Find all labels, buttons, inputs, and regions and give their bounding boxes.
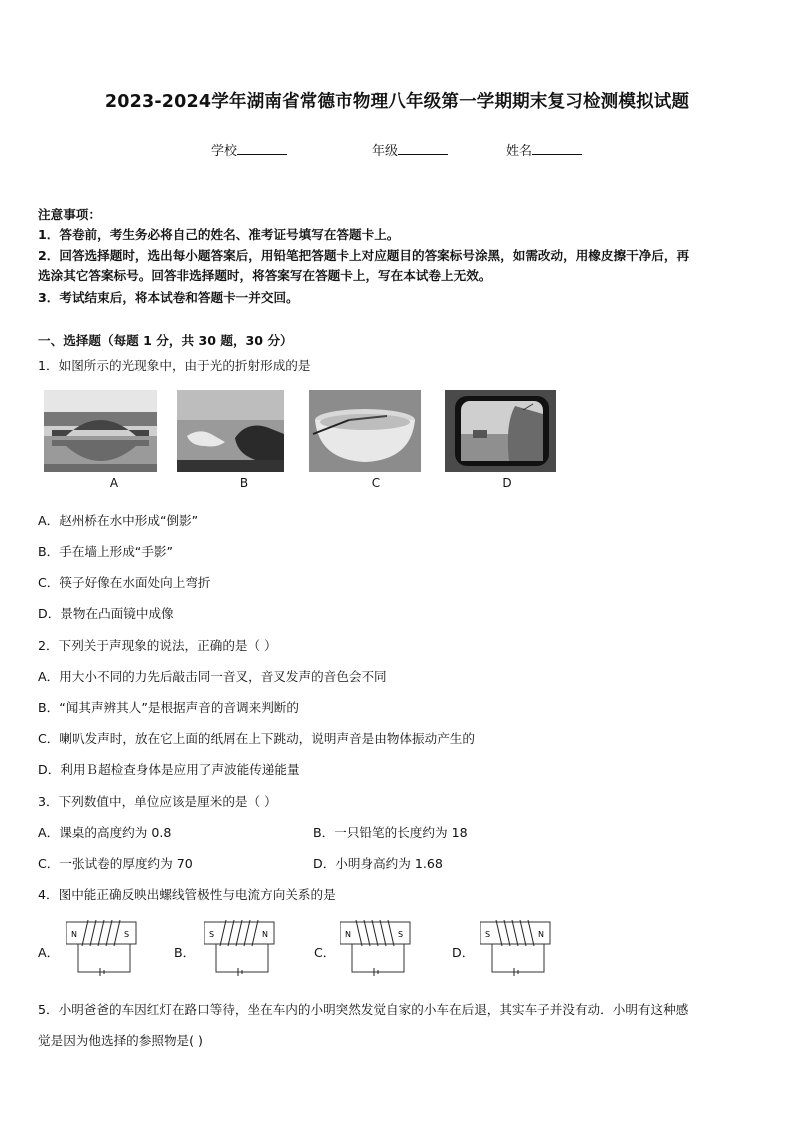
name-blank	[532, 141, 582, 155]
option-d[interactable]: D．景物在凸面镜中成像	[38, 606, 174, 621]
option-b[interactable]: B．“闻其声辨其人”是根据声音的音调来判断的	[38, 700, 299, 715]
solenoid-diagram-c	[340, 918, 412, 982]
pole-left: N	[345, 930, 351, 939]
school-blank	[237, 141, 287, 155]
notice-item: 选涂其它答案标号。回答非选择题时，将答案写在答题卡上，写在本试卷上无效。	[38, 268, 492, 283]
option-a[interactable]: A．赵州桥在水中形成“倒影”	[38, 513, 199, 528]
name-label: 姓名	[506, 144, 533, 159]
bridge-reflection-photo	[44, 390, 157, 472]
option-b[interactable]: B．	[174, 945, 196, 960]
name-field[interactable]	[506, 140, 582, 159]
notice-item: 2．回答选择题时，选出每小题答案后，用铅笔把答题卡上对应题目的答案标号涂黑，如需改动，用橡皮擦干净后，再	[38, 248, 690, 263]
photo-caption: A	[109, 476, 119, 490]
photo-caption: B	[239, 476, 249, 490]
solenoid-diagram-a	[66, 918, 138, 982]
pole-right: S	[124, 930, 130, 939]
school-field[interactable]	[211, 140, 287, 159]
option-c[interactable]: C．筷子好像在水面处向上弯折	[38, 575, 211, 590]
question-3-stem: 3．下列数值中，单位应该是厘米的是（ ）	[38, 794, 277, 809]
question-5-stem-line-2: 觉是因为他选择的参照物是( )	[38, 1033, 203, 1048]
option-a[interactable]: A．用大小不同的力先后敲击同一音叉，音叉发声的音色会不同	[38, 669, 387, 684]
school-label: 学校	[211, 144, 238, 159]
option-d[interactable]: D．小明身高约为 1.68	[313, 856, 443, 871]
option-b[interactable]: B．手在墙上形成“手影”	[38, 544, 174, 559]
page-title: 2023-2024学年湖南省常德市物理八年级第一学期期末复习检测模拟试题	[104, 92, 690, 112]
option-d[interactable]: D．	[452, 945, 475, 960]
section-heading: 一、选择题（每题 1 分，共 30 题，30 分）	[38, 333, 293, 348]
option-c[interactable]: C．一张试卷的厚度约为 70	[38, 856, 193, 871]
option-b[interactable]: B．一只铅笔的长度约为 18	[313, 825, 468, 840]
option-c[interactable]: C．喇叭发声时，放在它上面的纸屑在上下跳动，说明声音是由物体振动产生的	[38, 731, 475, 746]
chopsticks-bowl-photo	[309, 390, 421, 472]
question-1-stem: 1．如图所示的光现象中，由于光的折射形成的是	[38, 358, 311, 373]
question-2-stem: 2．下列关于声现象的说法，正确的是（ ）	[38, 638, 277, 653]
convex-mirror-photo	[445, 390, 556, 472]
pole-right: S	[398, 930, 404, 939]
pole-left: N	[71, 930, 77, 939]
grade-label: 年级	[372, 144, 399, 159]
photo-caption: D	[502, 476, 512, 490]
option-a[interactable]: A．课桌的高度约为 0.8	[38, 825, 172, 840]
hand-shadow-photo	[177, 390, 284, 472]
question-4-stem: 4．图中能正确反映出螺线管极性与电流方向关系的是	[38, 887, 336, 902]
option-a[interactable]: A．	[38, 945, 60, 960]
pole-right: N	[262, 930, 268, 939]
option-d[interactable]: D．利用Ｂ超检查身体是应用了声波能传递能量	[38, 762, 300, 777]
solenoid-diagram-d	[480, 918, 552, 982]
option-c[interactable]: C．	[314, 945, 336, 960]
notice-heading: 注意事项：	[38, 207, 101, 222]
pole-left: S	[485, 930, 491, 939]
grade-field[interactable]	[372, 140, 448, 159]
solenoid-diagram-b	[204, 918, 276, 982]
question-5-stem-line-1: 5．小明爸爸的车因红灯在路口等待，坐在车内的小明突然发觉自家的小车在后退，其实车子并没有动．小明有这种感	[38, 1002, 689, 1017]
notice-item: 1．答卷前，考生务必将自己的姓名、准考证号填写在答题卡上。	[38, 227, 400, 242]
pole-left: S	[209, 930, 215, 939]
grade-blank	[398, 141, 448, 155]
photo-caption: C	[371, 476, 381, 490]
notice-item: 3．考试结束后，将本试卷和答题卡一并交回。	[38, 290, 299, 305]
pole-right: N	[538, 930, 544, 939]
